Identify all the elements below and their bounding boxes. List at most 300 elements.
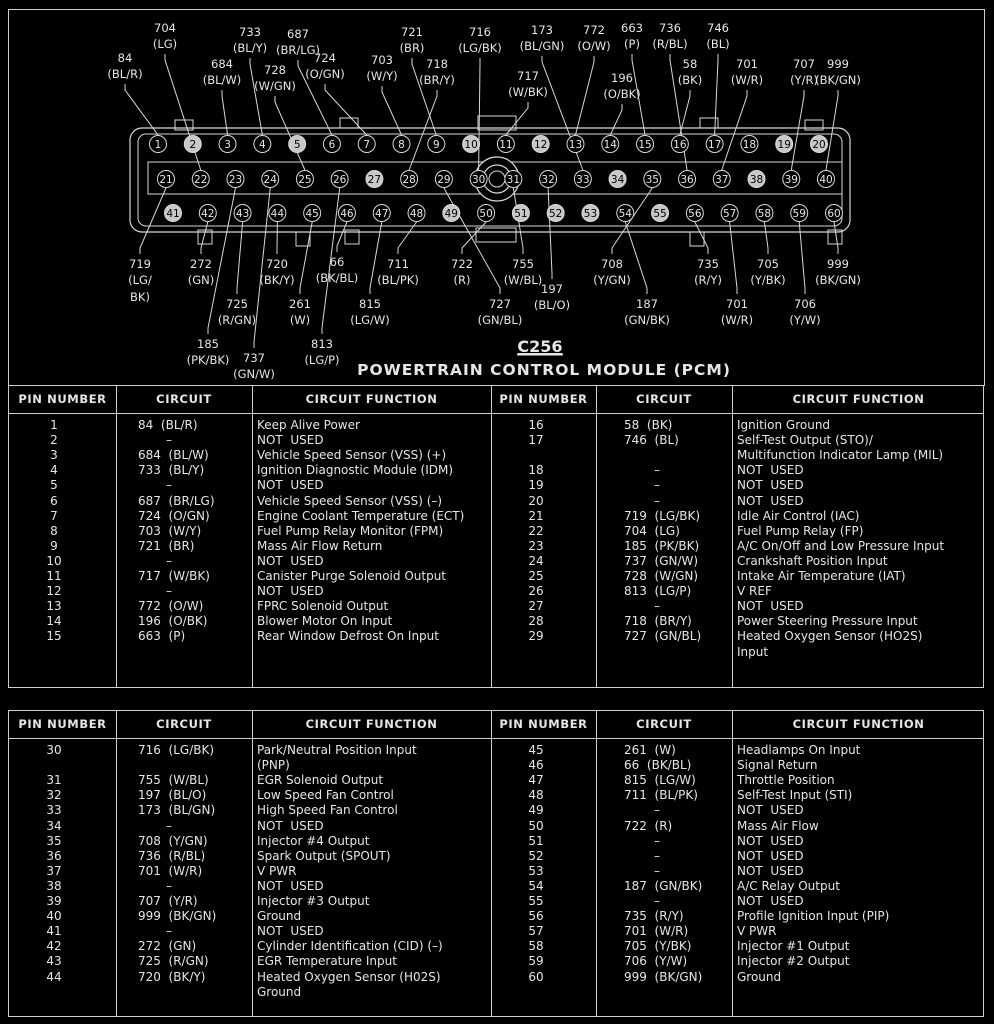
wire-color: (Y/GN) <box>593 273 631 287</box>
leader-line <box>826 90 838 170</box>
wire-color: (R/Y) <box>694 273 722 287</box>
callout-top-pin-3 <box>203 57 242 87</box>
wire-color: (O/W) <box>577 39 611 53</box>
latch-bottom <box>476 228 516 242</box>
circuit-number: 707 <box>793 57 815 71</box>
pin-52 <box>547 205 564 222</box>
column-header-pin: PIN NUMBER <box>499 392 588 406</box>
circuit: 725 (R/GN) <box>138 954 209 969</box>
pin-number: 30 <box>46 743 62 757</box>
pin-19 <box>776 136 793 153</box>
pin-50 <box>478 205 495 222</box>
column-divider <box>116 711 117 1016</box>
pin-number-label: 27 <box>367 174 382 186</box>
pin-48 <box>408 205 425 222</box>
circuit: 735 (R/Y) <box>624 909 684 924</box>
wire-color: (Y/R) <box>790 73 818 87</box>
circuit: 815 (LG/W) <box>624 773 696 788</box>
pin-number: 35 <box>46 833 62 848</box>
pin-number: 49 <box>528 803 544 818</box>
circuit: – <box>166 478 172 493</box>
pin-24 <box>262 171 279 188</box>
circuit-function: NOT USED <box>257 433 324 448</box>
wire-color: (O/BK) <box>603 87 641 101</box>
pin-9 <box>428 136 445 153</box>
circuit-function: NOT USED <box>737 463 804 478</box>
circuit-function: FPRC Solenoid Output <box>257 599 389 614</box>
circuit: 722 (R) <box>624 818 673 833</box>
circuit-function: Signal Return <box>737 758 818 773</box>
pin-46 <box>338 205 355 222</box>
callout-bottom-pin-44 <box>259 257 294 287</box>
column-header-pin: PIN NUMBER <box>18 717 107 731</box>
circuit-number: 711 <box>387 257 409 271</box>
circuit: – <box>654 848 660 863</box>
leader-line <box>300 222 312 294</box>
circuit-function: NOT USED <box>257 878 324 893</box>
pin-number-label: 18 <box>742 139 757 151</box>
circuit-function: Injector #1 Output <box>737 939 850 954</box>
circuit-function: NOT USED <box>737 863 804 878</box>
pin-49 <box>443 205 460 222</box>
pin-number-label: 50 <box>479 208 493 220</box>
leader-line <box>730 222 737 294</box>
circuit-function: NOT USED <box>257 924 324 939</box>
circuit: – <box>654 599 660 614</box>
pin-51 <box>512 205 529 222</box>
pin-number-label: 32 <box>541 174 555 186</box>
pin-number: 56 <box>528 909 544 924</box>
circuit-function: Ground <box>257 909 302 924</box>
callout-top-pin-9 <box>400 25 425 55</box>
circuit-number: 727 <box>489 297 511 311</box>
pin-47 <box>373 205 390 222</box>
pin-number: 48 <box>528 788 544 803</box>
column-header-pin: PIN NUMBER <box>18 392 107 406</box>
circuit: – <box>166 818 172 833</box>
circuit: 728 (W/GN) <box>624 569 699 583</box>
wire-color: (BK) <box>677 73 703 87</box>
leader-line <box>250 58 262 135</box>
pin-number-label: 28 <box>402 174 416 186</box>
pin-number: 37 <box>46 863 62 878</box>
leader-line <box>695 222 708 254</box>
circuit: – <box>654 478 660 493</box>
callout-top-pin-28 <box>419 57 455 87</box>
wire-color: (BR) <box>399 41 425 55</box>
pin-37 <box>713 171 730 188</box>
circuit-function: Heated Oxygen Sensor (HO2S) <box>737 629 923 644</box>
pin-number: 6 <box>50 493 58 508</box>
pin-number-label: 53 <box>583 208 598 220</box>
circuit: 717 (W/BK) <box>138 569 210 583</box>
circuit-number: 684 <box>211 57 233 71</box>
circuit-number: 704 <box>154 21 176 35</box>
wire-color: (W) <box>289 313 311 327</box>
pin-number-label: 22 <box>194 174 208 186</box>
circuit-function: EGR Temperature Input <box>257 954 397 969</box>
pin-number: 5 <box>50 478 58 493</box>
wire-color: (LG/ <box>128 273 152 287</box>
pin-number-label: 34 <box>610 174 625 186</box>
pin-number-label: 35 <box>645 174 660 186</box>
column-divider <box>116 386 117 687</box>
wire-color: (BL) <box>706 37 730 51</box>
circuit: 663 (P) <box>138 629 186 644</box>
circuit: 66 (BK/BL) <box>624 758 692 773</box>
pin-54 <box>617 205 634 222</box>
circuit-number: 999 <box>827 257 849 271</box>
pin-number: 2 <box>50 433 58 448</box>
circuit: 706 (Y/W) <box>624 954 688 969</box>
circuit-function: NOT USED <box>737 803 804 818</box>
wire-color: (W/R) <box>720 313 754 327</box>
pin-number-label: 57 <box>722 208 737 220</box>
pin-table-2 <box>8 710 984 1017</box>
pin-number-label: 11 <box>499 139 513 151</box>
pin-number-label: 10 <box>464 139 478 151</box>
circuit: – <box>166 924 172 939</box>
wire-color: (W/Y) <box>366 69 398 83</box>
circuit: – <box>654 894 660 908</box>
wire-color: (GN) <box>187 273 215 287</box>
circuit: 701 (W/R) <box>624 924 689 939</box>
circuit-number: 755 <box>512 257 534 271</box>
pin-2 <box>184 136 201 153</box>
callout-bottom-pin-43 <box>218 297 256 327</box>
column-header-circuit: CIRCUIT <box>636 392 692 406</box>
circuit-function: NOT USED <box>737 493 804 508</box>
column-header-function: CIRCUIT FUNCTION <box>792 717 925 731</box>
callout-bottom-pin-21 <box>128 257 152 304</box>
pin-number-label: 24 <box>263 174 277 186</box>
circuit-function: Canister Purge Solenoid Output <box>257 569 446 583</box>
circuit-number: 663 <box>621 21 643 35</box>
circuit: 684 (BL/W) <box>138 448 209 463</box>
wire-color: (GN/BK) <box>624 313 670 327</box>
wire-color: (BL/R) <box>107 67 143 81</box>
circuit-function: Headlamps On Input <box>737 743 861 757</box>
wire-color: (LG) <box>152 37 178 51</box>
pin-number-label: 43 <box>235 208 250 220</box>
circuit: – <box>654 463 660 478</box>
leader-line <box>275 96 305 170</box>
pin-number: 15 <box>46 629 62 644</box>
pin-39 <box>783 171 800 188</box>
callout-top-pin-16 <box>678 57 702 87</box>
pin-number: 38 <box>46 878 62 893</box>
wire-color: (LG/BK) <box>458 41 502 55</box>
circuit-function: Power Steering Pressure Input <box>737 614 918 629</box>
pin-number-label: 8 <box>398 139 405 151</box>
pin-45 <box>304 205 321 222</box>
leader-line <box>764 222 768 254</box>
wire-color: (BK/BL) <box>315 271 359 285</box>
callout-top-pin-15 <box>621 21 643 51</box>
pin-number-label: 12 <box>533 139 548 151</box>
circuit-function: Throttle Position <box>737 773 835 788</box>
circuit-function: NOT USED <box>737 599 804 614</box>
pin-number-label: 40 <box>819 174 833 186</box>
pin-25 <box>296 171 313 188</box>
pin-40 <box>818 171 835 188</box>
pin-26 <box>331 171 348 188</box>
circuit: 719 (LG/BK) <box>624 508 701 523</box>
wire-color: (P) <box>624 37 640 51</box>
callout-top-pin-22 <box>153 21 177 51</box>
callout-bottom-pin-57 <box>721 297 753 327</box>
pin-number: 11 <box>46 569 62 583</box>
wire-color: (Y/W) <box>789 313 821 327</box>
column-divider <box>732 386 733 687</box>
callout-bottom-pin-60 <box>815 257 861 287</box>
pin-17 <box>706 136 723 153</box>
pin-3 <box>219 136 236 153</box>
pin-42 <box>199 205 216 222</box>
connector-id: C256 <box>517 337 563 356</box>
pin-number-label: 30 <box>471 174 486 186</box>
callout-top-pin-30 <box>458 25 502 55</box>
pin-number: 41 <box>46 924 62 939</box>
wire-color: (W/GN) <box>254 79 296 93</box>
pin-number-label: 15 <box>638 139 652 151</box>
circuit: 711 (BL/PK) <box>624 788 698 803</box>
wire-color: (BR/Y) <box>419 73 455 87</box>
leader-line <box>715 54 718 135</box>
circuit-number: 719 <box>129 257 151 271</box>
circuit-number: 746 <box>707 21 729 35</box>
circuit: 772 (O/W) <box>138 599 204 614</box>
pin-number-label: 49 <box>444 208 459 220</box>
circuit-function: Park/Neutral Position Input <box>257 743 417 757</box>
circuit-function: NOT USED <box>737 848 804 863</box>
circuit-function: Cylinder Identification (CID) (–) <box>257 939 443 954</box>
pin-number: 20 <box>528 493 544 508</box>
circuit-function: EGR Solenoid Output <box>257 773 384 788</box>
circuit: 718 (BR/Y) <box>624 614 692 629</box>
circuit-function: V REF <box>737 584 772 599</box>
callout-bottom-pin-45 <box>289 297 311 327</box>
pin-14 <box>602 136 619 153</box>
callout-top-pin-13 <box>577 23 610 53</box>
pin-number-label: 54 <box>618 208 632 220</box>
leader-line <box>575 56 594 135</box>
circuit: 737 (GN/W) <box>624 553 699 568</box>
leader-line <box>237 222 243 294</box>
wire-color: (O/GN) <box>305 67 345 81</box>
leader-line <box>834 222 838 254</box>
circuit-number: 687 <box>287 27 309 41</box>
circuit: 272 (GN) <box>138 939 197 954</box>
pin-18 <box>741 136 758 153</box>
pin-number: 29 <box>528 629 544 644</box>
circuit-number: 187 <box>636 297 658 311</box>
callout-labels <box>107 21 860 381</box>
circuit-function-cont: Input <box>737 644 769 659</box>
pin-number-label: 9 <box>432 139 440 151</box>
pin-56 <box>686 205 703 222</box>
wire-color-cont: BK) <box>130 290 150 304</box>
pin-35 <box>644 171 661 188</box>
callout-top-pin-8 <box>366 53 397 83</box>
circuit-function: Intake Air Temperature (IAT) <box>737 569 906 583</box>
circuit-function: Crankshaft Position Input <box>737 553 888 568</box>
wire-color: (BK/Y) <box>259 273 295 287</box>
circuit: – <box>166 878 172 893</box>
pin-60 <box>826 205 843 222</box>
pin-number: 55 <box>528 894 544 908</box>
circuit-function: Blower Motor On Input <box>257 614 393 629</box>
circuit-function: A/C Relay Output <box>737 878 840 893</box>
pin-number-label: 21 <box>159 174 173 186</box>
pin-number-label: 4 <box>259 139 266 151</box>
circuit-function: Ignition Ground <box>737 418 831 432</box>
circuit-function: Self-Test Output (STO)/ <box>737 433 873 448</box>
wire-color: (BL/GN) <box>519 39 565 53</box>
pin-44 <box>269 205 286 222</box>
circuit-number: 708 <box>601 257 623 271</box>
circuit: 716 (LG/BK) <box>138 743 215 757</box>
circuit: – <box>654 863 660 878</box>
pin-number-label: 3 <box>224 139 231 151</box>
pin-7 <box>358 136 375 153</box>
pin-number-label: 13 <box>568 139 583 151</box>
pin-number: 28 <box>528 614 544 629</box>
pin-number-label: 56 <box>688 208 702 220</box>
pin-number-label: 37 <box>715 174 729 186</box>
pin-number-label: 29 <box>437 174 451 186</box>
pin-number-label: 38 <box>749 174 764 186</box>
pin-number-label: 20 <box>812 139 826 151</box>
leader-line <box>125 84 158 135</box>
circuit-function: Rear Window Defrost On Input <box>257 629 439 644</box>
circuit: – <box>654 803 660 818</box>
leader-line <box>791 90 804 170</box>
callout-bottom-pin-48 <box>377 257 419 287</box>
pin-number: 46 <box>528 758 544 773</box>
pin-number: 19 <box>528 478 544 493</box>
circuit: – <box>166 584 172 599</box>
wire-color: (BK/GN) <box>815 73 861 87</box>
pin-number: 3 <box>50 448 58 463</box>
circuit: 727 (GN/BL) <box>624 629 702 644</box>
pin-number-label: 46 <box>340 208 354 220</box>
column-divider <box>732 711 733 1016</box>
circuit: – <box>166 553 172 568</box>
pin-number: 40 <box>46 909 62 924</box>
pin-number: 33 <box>46 803 62 818</box>
leader-line <box>722 90 747 170</box>
circuit-number: 722 <box>451 257 473 271</box>
column-header-function: CIRCUIT FUNCTION <box>305 392 438 406</box>
callout-top-pin-1 <box>107 51 142 81</box>
circuit-function: NOT USED <box>737 894 804 908</box>
circuit-number: 701 <box>736 57 758 71</box>
callout-top-pin-36 <box>652 21 687 51</box>
circuit-number: 736 <box>659 21 681 35</box>
pin-number: 25 <box>528 569 544 583</box>
pin-6 <box>323 136 340 153</box>
wire-color: (W/R) <box>730 73 764 87</box>
circuit-number: 717 <box>517 69 539 83</box>
pin-number: 57 <box>528 924 544 939</box>
pin-15 <box>637 136 654 153</box>
circuit-number: 84 <box>117 51 133 65</box>
pin-number: 44 <box>46 969 62 984</box>
pin-13 <box>567 136 584 153</box>
circuit-number: 813 <box>311 337 333 351</box>
pin-number: 43 <box>46 954 62 969</box>
pin-number-label: 36 <box>680 174 694 186</box>
circuit: 197 (BL/O) <box>138 788 207 803</box>
circuit-function: NOT USED <box>257 553 324 568</box>
circuit-number: 705 <box>757 257 779 271</box>
circuit-function: Ground <box>737 969 782 984</box>
pin-number: 59 <box>528 954 544 969</box>
circuit: 187 (GN/BK) <box>624 878 703 893</box>
circuit-function: Mass Air Flow Return <box>257 538 383 553</box>
circuit: 58 (BK) <box>624 418 673 432</box>
pin-58 <box>756 205 773 222</box>
circuit: 733 (BL/Y) <box>138 463 205 478</box>
wire-color: (BR/LG) <box>275 43 321 57</box>
circuit-number: 197 <box>541 282 563 296</box>
pin-number: 54 <box>528 878 544 893</box>
pin-number-label: 14 <box>603 139 617 151</box>
pin-41 <box>165 205 182 222</box>
circuit: 185 (PK/BK) <box>624 538 700 553</box>
column-divider <box>596 386 597 687</box>
circuit-function: High Speed Fan Control <box>257 803 398 818</box>
pin-number-label: 58 <box>757 208 772 220</box>
pin-number-label: 6 <box>328 139 336 151</box>
column-divider <box>252 386 253 687</box>
pin-number: 4 <box>50 463 58 478</box>
wire-color: (BL/PK) <box>377 273 419 287</box>
circuit-function: Self-Test Input (STI) <box>737 788 853 803</box>
pin-number: 24 <box>528 553 544 568</box>
pin-5 <box>289 136 306 153</box>
pin-55 <box>652 205 669 222</box>
column-header-circuit: CIRCUIT <box>156 392 212 406</box>
circuit-function: Injector #4 Output <box>257 833 370 848</box>
circuit: 708 (Y/GN) <box>138 833 208 848</box>
leader-line <box>548 188 552 279</box>
callout-bottom-pin-54 <box>624 297 670 327</box>
wire-color: (Y/BK) <box>750 273 786 287</box>
callout-top-pin-33 <box>520 23 565 53</box>
leader-line <box>444 188 500 294</box>
circuit: 701 (W/R) <box>138 863 203 878</box>
circuit-number: 706 <box>794 297 816 311</box>
pin-number: 16 <box>528 418 544 432</box>
callout-top-pin-25 <box>254 63 296 93</box>
circuit-function-cont: Multifunction Indicator Lamp (MIL) <box>737 448 944 463</box>
pin-33 <box>574 171 591 188</box>
pin-number: 14 <box>46 614 62 629</box>
circuit-function: Vehicle Speed Sensor (VSS) (+) <box>257 448 447 463</box>
circuit-function: Fuel Pump Relay Monitor (FPM) <box>257 523 444 538</box>
circuit-number: 725 <box>226 297 248 311</box>
circuit-function: NOT USED <box>257 584 324 599</box>
circuit: 707 (Y/R) <box>138 894 198 908</box>
pin-27 <box>366 171 383 188</box>
column-header-pin: PIN NUMBER <box>499 717 588 731</box>
callout-top-pin-39 <box>790 57 818 87</box>
circuit: 720 (BK/Y) <box>138 969 206 984</box>
pin-31 <box>505 171 522 188</box>
callout-bottom-pin-42 <box>188 257 215 287</box>
